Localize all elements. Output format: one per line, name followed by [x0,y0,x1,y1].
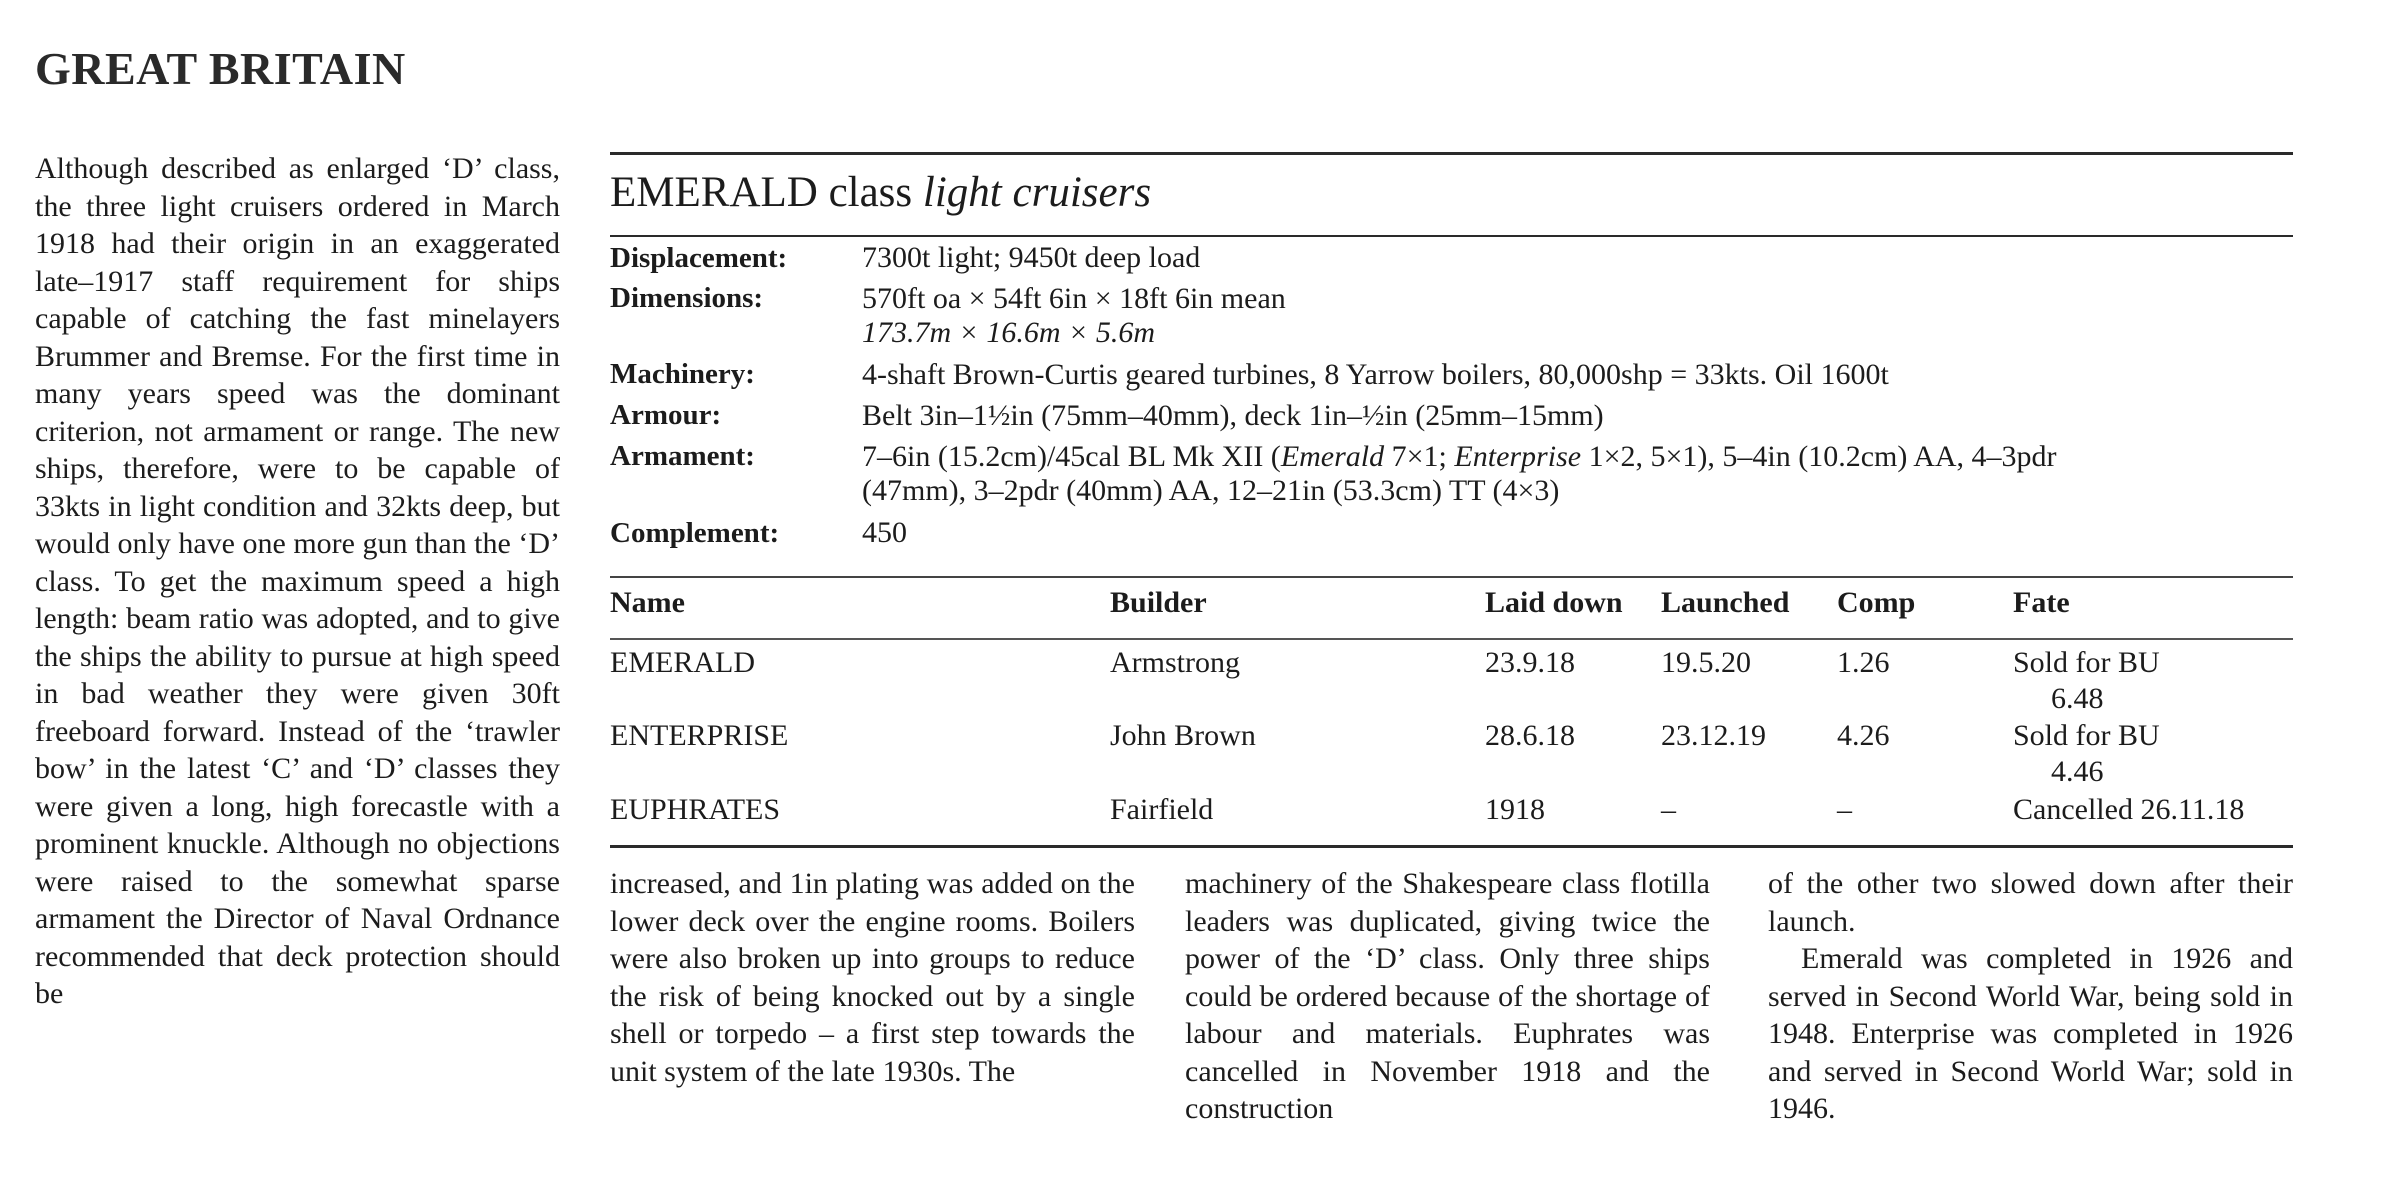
dimensions-metric: 173.7m × 16.6m × 5.6m [862,316,1155,349]
armament-line1 [862,440,2057,473]
spec-value-dimensions [862,282,1286,350]
armament-line2: (47mm), 3–2pdr (40mm) AA, 12–21in (53.3cm) TT (4×3) [862,474,1560,507]
ship-launched: 23.12.19 [1661,719,1766,752]
ship-builder: Armstrong [1110,646,1240,679]
body-paragraph: of the other two slowed down after their launch. [1768,867,2293,938]
fate-date: 6.48 [2051,682,2104,715]
spec-label-complement: Complement: [610,517,780,549]
bottom-rule [610,845,2293,848]
spec-label-armament: Armament: [610,440,755,472]
body-text-column-4 [1768,865,2293,1128]
intro-paragraph: Although described as enlarged ‘D’ class, the three light cruisers ordered in March 1918 had their origin in an exaggerated late–1917 staff requirement for ships capable of catching the fast minelayers Brummer and Bremse. For the first time in many years speed was the dominant criterion, not armament or range. The new ships, therefore, were to be capable of 33kts in light condition and 32kts deep, but would only have one more gun than the ‘D’ class. To get the maximum speed a high length: beam ratio was adopted, and to give the ships the ability to pursue at high speed in bad weather they were given 30ft freeboard forward. Instead of the ‘trawler bow’ in the latest ‘C’ and ‘D’ classes they were given a long, high forecastle with a prominent knuckle. Although no objections were raised to the somewhat sparse armament the Director of Naval Ordnance recommended that deck protection should be [35,152,560,1010]
armament-emerald: Emerald [1280,440,1385,473]
spec-value-armament [862,440,2057,508]
spec-value-displacement: 7300t light; 9450t deep load [862,241,1201,274]
spec-label-displacement: Displacement: [610,242,788,274]
table-header-launched: Launched [1661,586,1790,619]
ship-laid-down: 23.9.18 [1485,646,1575,679]
top-rule [610,152,2293,155]
ship-name: ENTERPRISE [610,719,789,752]
class-name: EMERALD class [610,169,913,216]
ship-name: EMERALD [610,646,755,679]
fate-text: Sold for BU [2013,646,2160,679]
class-type: light cruisers [922,169,1152,216]
ship-name: EUPHRATES [610,793,781,826]
spec-value-complement: 450 [862,516,907,549]
ship-laid-down: 28.6.18 [1485,719,1575,752]
class-title [610,168,1151,217]
ship-fate [2013,645,2160,717]
spec-label-dimensions: Dimensions: [610,282,764,314]
table-header-comp: Comp [1837,586,1916,619]
spec-value-machinery: 4-shaft Brown-Curtis geared turbines, 8 Yarrow boilers, 80,000shp = 33kts. Oil 1600t [862,358,1889,391]
ship-comp: – [1837,793,1852,826]
section-title: GREAT BRITAIN [35,43,406,94]
ship-fate [2013,718,2160,790]
table-header-laid-down: Laid down [1485,586,1623,619]
intro-text-column [35,150,560,1013]
ship-fate: Cancelled 26.11.18 [2013,793,2245,826]
body-text-column-3 [1185,865,1710,1128]
table-header-fate: Fate [2013,586,2070,619]
spec-label-armour: Armour: [610,399,722,431]
spec-label-machinery: Machinery: [610,358,755,390]
table-header-name: Name [610,586,685,619]
spec-value-armour: Belt 3in–1½in (75mm–40mm), deck 1in–½in (25mm–15mm) [862,399,1604,432]
body-paragraph: Emerald was completed in 1926 and served in Second World War, being sold in 1948. Enterprise was completed in 1926 and served in Second World War; sold in 1946. [1768,942,2293,1125]
ship-launched: – [1661,793,1676,826]
body-paragraph: machinery of the Shakespeare class flotilla leaders was duplicated, giving twice the power of the ‘D’ class. Only three ships could be ordered because of the shortage of labour and materials. Euphrates was cancelled in November 1918 and the construction [1185,867,1710,1125]
title-rule [610,235,2293,237]
ship-builder: John Brown [1110,719,1256,752]
body-paragraph: increased, and 1in plating was added on the lower deck over the engine rooms. Boilers were also broken up into groups to reduce the risk of being knocked out by a single shell or torpedo – a first step towards the unit system of the late 1930s. The [610,867,1135,1088]
table-header-rule [610,638,2293,640]
ship-launched: 19.5.20 [1661,646,1751,679]
body-text-column-2 [610,865,1135,1090]
armament-text-c: 7×1; [1384,440,1455,473]
ship-comp: 1.26 [1837,646,1890,679]
specs-rule [610,576,2293,578]
ship-comp: 4.26 [1837,719,1890,752]
ship-builder: Fairfield [1110,793,1214,826]
armament-enterprise: Enterprise [1454,440,1582,473]
armament-text-a: 7–6in (15.2cm)/45cal BL Mk XII ( [862,440,1281,473]
dimensions-imperial: 570ft oa × 54ft 6in × 18ft 6in mean [862,282,1286,315]
fate-date: 4.46 [2051,755,2104,788]
ship-laid-down: 1918 [1485,793,1545,826]
armament-text-e: 1×2, 5×1), 5–4in (10.2cm) AA, 4–3pdr [1581,440,2057,473]
fate-text: Sold for BU [2013,719,2160,752]
table-header-builder: Builder [1110,586,1207,619]
